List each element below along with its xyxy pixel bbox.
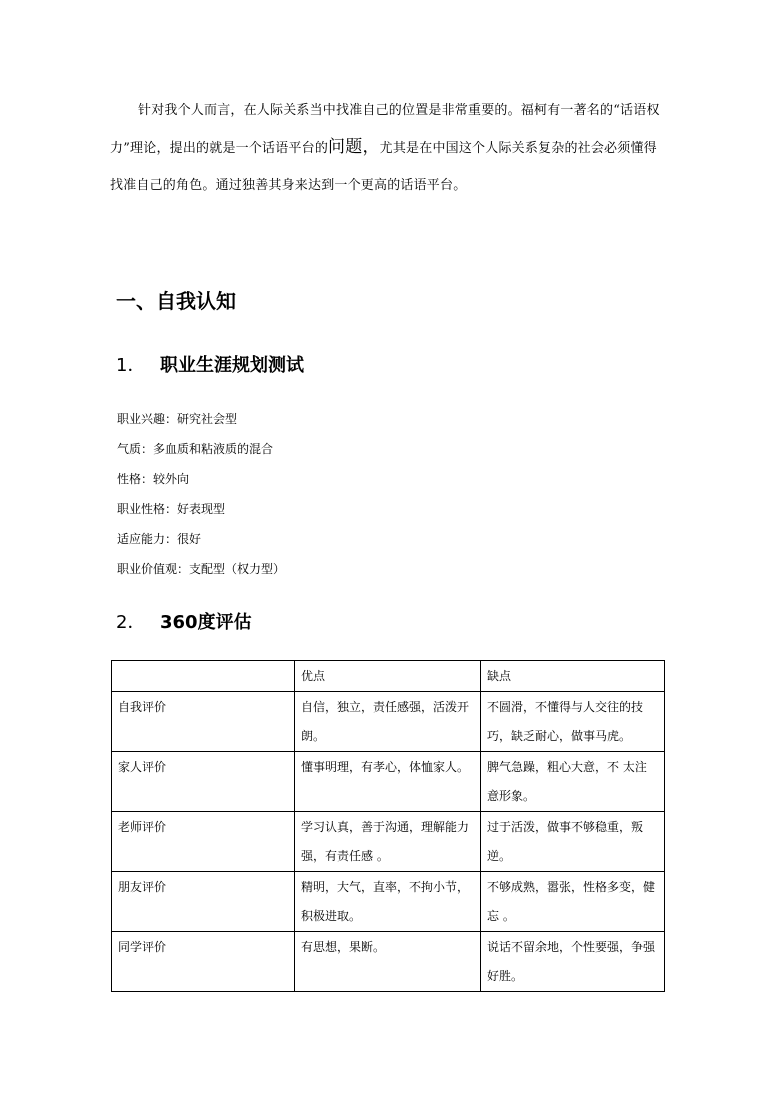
list-item-career-interest: 职业兴趣：研究社会型 xyxy=(117,412,238,426)
table-cell-strengths: 自信，独立，责任感强，活泼开朗。 xyxy=(295,692,481,752)
intro-paragraph xyxy=(110,92,666,204)
table-cell-strengths: 精明，大气，直率，不拘小节，积极进取。 xyxy=(295,872,481,932)
table-cell-evaluator: 同学评价 xyxy=(112,932,295,992)
evaluation-table xyxy=(111,660,665,992)
table-cell-strengths: 学习认真，善于沟通，理解能力强，有责任感 。 xyxy=(295,812,481,872)
list-item-adaptability: 适应能力：很好 xyxy=(117,532,202,546)
list-item-personality: 性格：较外向 xyxy=(117,472,190,486)
table-row xyxy=(112,872,665,932)
table-row xyxy=(112,692,665,752)
table-header-row xyxy=(112,661,665,692)
subsection-number: 1． xyxy=(116,355,146,376)
table-cell-evaluator: 朋友评价 xyxy=(112,872,295,932)
table-row xyxy=(112,932,665,992)
table-cell-weaknesses: 说话不留余地，个性要强，争强好胜。 xyxy=(481,932,665,992)
table-cell-weaknesses: 脾气急躁，粗心大意，不 太注意形象。 xyxy=(481,752,665,812)
list-item-career-values: 职业价值观：支配型（权力型） xyxy=(117,562,286,576)
list-item-career-personality: 职业性格：好表现型 xyxy=(117,502,226,516)
table-cell-weaknesses: 过于活泼，做事不够稳重，叛逆。 xyxy=(481,812,665,872)
intro-text-part1: 针对我个人而言，在人际关系当中找准自己的位置是非常重要的。福柯有一著名的“话语权力”理论，提出的就是一个话语平台的 xyxy=(110,103,660,156)
subsection-title: 360度评估 xyxy=(160,612,252,633)
list-item-temperament: 气质：多血质和粘液质的混合 xyxy=(117,442,274,456)
table-header-cell-weaknesses: 缺点 xyxy=(481,661,665,692)
table-cell-evaluator: 家人评价 xyxy=(112,752,295,812)
table-cell-evaluator: 老师评价 xyxy=(112,812,295,872)
table-cell-strengths: 懂事明理，有孝心，体恤家人。 xyxy=(295,752,481,812)
table-header-cell-strengths: 优点 xyxy=(295,661,481,692)
table-row xyxy=(112,812,665,872)
table-cell-weaknesses: 不圆滑，不懂得与人交往的技巧，缺乏耐心，做事马虎。 xyxy=(481,692,665,752)
intro-text-part2: 尤其是在中国这个人际关系复杂的社会必须懂得找准自己的角色。通过独善其身来达到一个更高的话语平台。 xyxy=(110,141,657,193)
table-header-cell-empty xyxy=(112,661,295,692)
subsection-number: 2． xyxy=(116,612,146,633)
subsection-heading-career-test xyxy=(116,352,304,380)
career-test-results-list xyxy=(117,404,285,584)
table-row xyxy=(112,752,665,812)
section-heading-self-awareness: 一、自我认知 xyxy=(116,289,236,313)
table-cell-strengths: 有思想，果断。 xyxy=(295,932,481,992)
intro-emphasis: 问题， xyxy=(328,137,380,157)
table-cell-weaknesses: 不够成熟，嚣张，性格多变，健忘 。 xyxy=(481,872,665,932)
table-cell-evaluator: 自我评价 xyxy=(112,692,295,752)
subsection-heading-360-evaluation xyxy=(116,609,252,637)
subsection-title: 职业生涯规划测试 xyxy=(160,355,304,376)
